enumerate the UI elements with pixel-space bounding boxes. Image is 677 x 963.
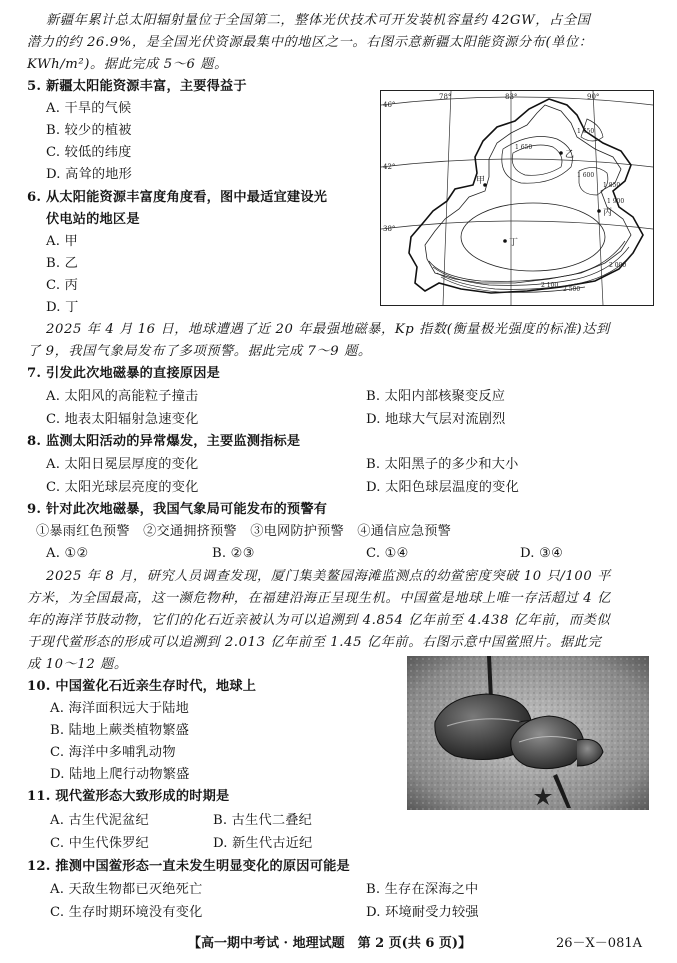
q10-option-a[interactable]: A. 海洋面积远大于陆地 xyxy=(50,701,189,716)
q5-option-d[interactable]: D. 高耸的地形 xyxy=(46,167,133,182)
isoline-south-1 xyxy=(429,241,625,281)
iso-label-8: 2 500 xyxy=(563,286,581,293)
point-yi-marker xyxy=(559,151,563,155)
xinjiang-outline xyxy=(409,99,643,293)
q11-option-d[interactable]: D. 新生代古近纪 xyxy=(213,836,313,851)
page-footer-code: 26－X－081A xyxy=(556,936,642,951)
horseshoe-crab-photo xyxy=(407,656,649,810)
q11-option-b[interactable]: B. 古生代二叠纪 xyxy=(213,813,312,828)
solar-isoline-map xyxy=(381,91,653,305)
q9-option-b[interactable]: B. ②③ xyxy=(212,546,255,561)
q12-stem: 12. 推测中国鲎形态一直未发生明显变化的原因可能是 xyxy=(27,859,350,874)
point-ding-marker xyxy=(503,239,507,243)
q5-option-c[interactable]: C. 较低的纬度 xyxy=(46,145,132,160)
lon-label-83: 83° xyxy=(505,93,518,101)
iso-label-6: 2 000 xyxy=(609,262,627,269)
lon-label-78: 78° xyxy=(439,93,452,101)
parallel-42 xyxy=(381,159,653,167)
intro3-line4: 于现代鲎形态的形成可以追溯到 2.013 亿年前至 1.45 亿年前。右图示意中国鲎照片。据此完 xyxy=(27,635,602,650)
q6-stem-line2: 伏电站的地区是 xyxy=(46,212,140,227)
point-ding-label: 丁 xyxy=(509,238,519,248)
q9-option-d[interactable]: D. ③④ xyxy=(520,546,564,561)
iso-label-5: 1 900 xyxy=(607,198,625,205)
q6-stem-line1: 6. 从太阳能资源丰富度角度看，图中最适宜建设光 xyxy=(27,190,328,205)
q10-option-b[interactable]: B. 陆地上蕨类植物繁盛 xyxy=(50,723,190,738)
lon-label-90: 90° xyxy=(587,93,600,101)
q7-option-a[interactable]: A. 太阳风的高能粒子撞击 xyxy=(46,389,199,404)
intro1-line2: 潜力的约 26.9%，是全国光伏资源最集中的地区之一。右图示意新疆太阳能资源分布(单位： xyxy=(27,35,593,50)
iso-label-3: 1 600 xyxy=(577,172,595,179)
intro1-line1: 新疆年累计总太阳辐射量位于全国第二，整体光伏技术可开发装机容量约 42GW，占全国 xyxy=(46,13,591,28)
q11-option-a[interactable]: A. 古生代泥盆纪 xyxy=(50,813,149,828)
q8-option-c[interactable]: C. 太阳光球层亮度的变化 xyxy=(46,480,199,495)
intro3-line5: 成 10～12 题。 xyxy=(27,657,128,672)
q8-stem: 8. 监测太阳活动的异常爆发，主要监测指标是 xyxy=(27,434,301,449)
q8-option-d[interactable]: D. 太阳色球层温度的变化 xyxy=(366,480,519,495)
iso-label-2: 1 650 xyxy=(515,144,533,151)
q6-option-a[interactable]: A. 甲 xyxy=(46,234,78,249)
q10-option-c[interactable]: C. 海洋中多哺乳动物 xyxy=(50,745,176,760)
q11-option-c[interactable]: C. 中生代侏罗纪 xyxy=(50,836,149,851)
iso-label-4: 1 850 xyxy=(603,182,621,189)
intro2-line1: 2025 年 4 月 16 日，地球遭遇了近 20 年最强地磁暴，Kp 指数(衡量极光强度的标准)达到 xyxy=(46,322,610,337)
intro3-line2: 方米，为全国最高，这一濒危物种，在福建沿海正呈现生机。中国鲎是地球上唯一存活超过 4 亿 xyxy=(27,591,611,606)
q9-stem: 9. 针对此次地磁暴，我国气象局可能发布的预警有 xyxy=(27,502,328,517)
q9-option-a[interactable]: A. ①② xyxy=(46,546,89,561)
lat-label-46: 46° xyxy=(383,101,396,109)
isoline-basin-1 xyxy=(461,203,605,271)
isoline-outer xyxy=(425,105,631,283)
q6-option-d[interactable]: D. 丁 xyxy=(46,300,79,315)
point-jia-label: 甲 xyxy=(476,176,486,186)
q7-option-d[interactable]: D. 地球大气层对流剧烈 xyxy=(366,412,506,427)
xinjiang-solar-map xyxy=(380,90,654,306)
q12-option-b[interactable]: B. 生存在深海之中 xyxy=(366,882,479,897)
intro3-line1: 2025 年 8 月，研究人员调查发现，厦门集美鳌园海滩监测点的幼鲎密度突破 10 只/100 平 xyxy=(46,569,611,584)
q9-items: ①暴雨红色预警 ②交通拥挤预警 ③电网防护预警 ④通信应急预警 xyxy=(36,524,452,539)
q7-option-b[interactable]: B. 太阳内部核聚变反应 xyxy=(366,389,506,404)
q8-option-b[interactable]: B. 太阳黑子的多少和大小 xyxy=(366,457,519,472)
q9-option-c[interactable]: C. ①④ xyxy=(366,546,409,561)
q12-option-a[interactable]: A. 天敌生物都已灭绝死亡 xyxy=(50,882,203,897)
intro1-line3: KWh/m²)。据此完成 5～6 题。 xyxy=(27,57,228,72)
q8-option-a[interactable]: A. 太阳日冕层厚度的变化 xyxy=(46,457,199,472)
intro2-line2: 了 9，我国气象局发布了多项预警。据此完成 7～9 题。 xyxy=(27,344,372,359)
q11-stem: 11. 现代鲎形态大致形成的时期是 xyxy=(27,789,230,804)
point-yi-label: 乙 xyxy=(565,150,575,160)
page-footer-title: 【高一期中考试 · 地理试题 第 2 页(共 6 页)】 xyxy=(188,936,472,951)
point-bing-label: 丙 xyxy=(603,208,613,218)
q12-option-d[interactable]: D. 环境耐受力较强 xyxy=(366,905,479,920)
point-bing-marker xyxy=(597,209,601,213)
q5-option-a[interactable]: A. 干旱的气候 xyxy=(46,101,132,116)
intro3-line3: 年的海洋节肢动物，它们的化石近亲被认为可以追溯到 4.854 亿年前至 4.438 亿年前，而类似 xyxy=(27,613,611,628)
lat-label-38: 38° xyxy=(383,225,396,233)
q5-stem: 5. 新疆太阳能资源丰富，主要得益于 xyxy=(27,79,247,94)
q5-option-b[interactable]: B. 较少的植被 xyxy=(46,123,132,138)
horseshoe-crab-illustration xyxy=(407,656,649,810)
iso-label-7: 2 100 xyxy=(541,282,559,289)
q10-stem: 10. 中国鲎化石近亲生存时代，地球上 xyxy=(27,679,257,694)
q6-option-b[interactable]: B. 乙 xyxy=(46,256,79,271)
isoline-south-2 xyxy=(433,247,629,285)
q6-option-c[interactable]: C. 丙 xyxy=(46,278,78,293)
lat-label-42: 42° xyxy=(383,163,396,171)
iso-label-1: 1 650 xyxy=(577,128,595,135)
q7-option-c[interactable]: C. 地表太阳辐射急速变化 xyxy=(46,412,199,427)
q10-option-d[interactable]: D. 陆地上爬行动物繁盛 xyxy=(50,767,190,782)
q12-option-c[interactable]: C. 生存时期环境没有变化 xyxy=(50,905,203,920)
q7-stem: 7. 引发此次地磁暴的直接原因是 xyxy=(27,366,220,381)
